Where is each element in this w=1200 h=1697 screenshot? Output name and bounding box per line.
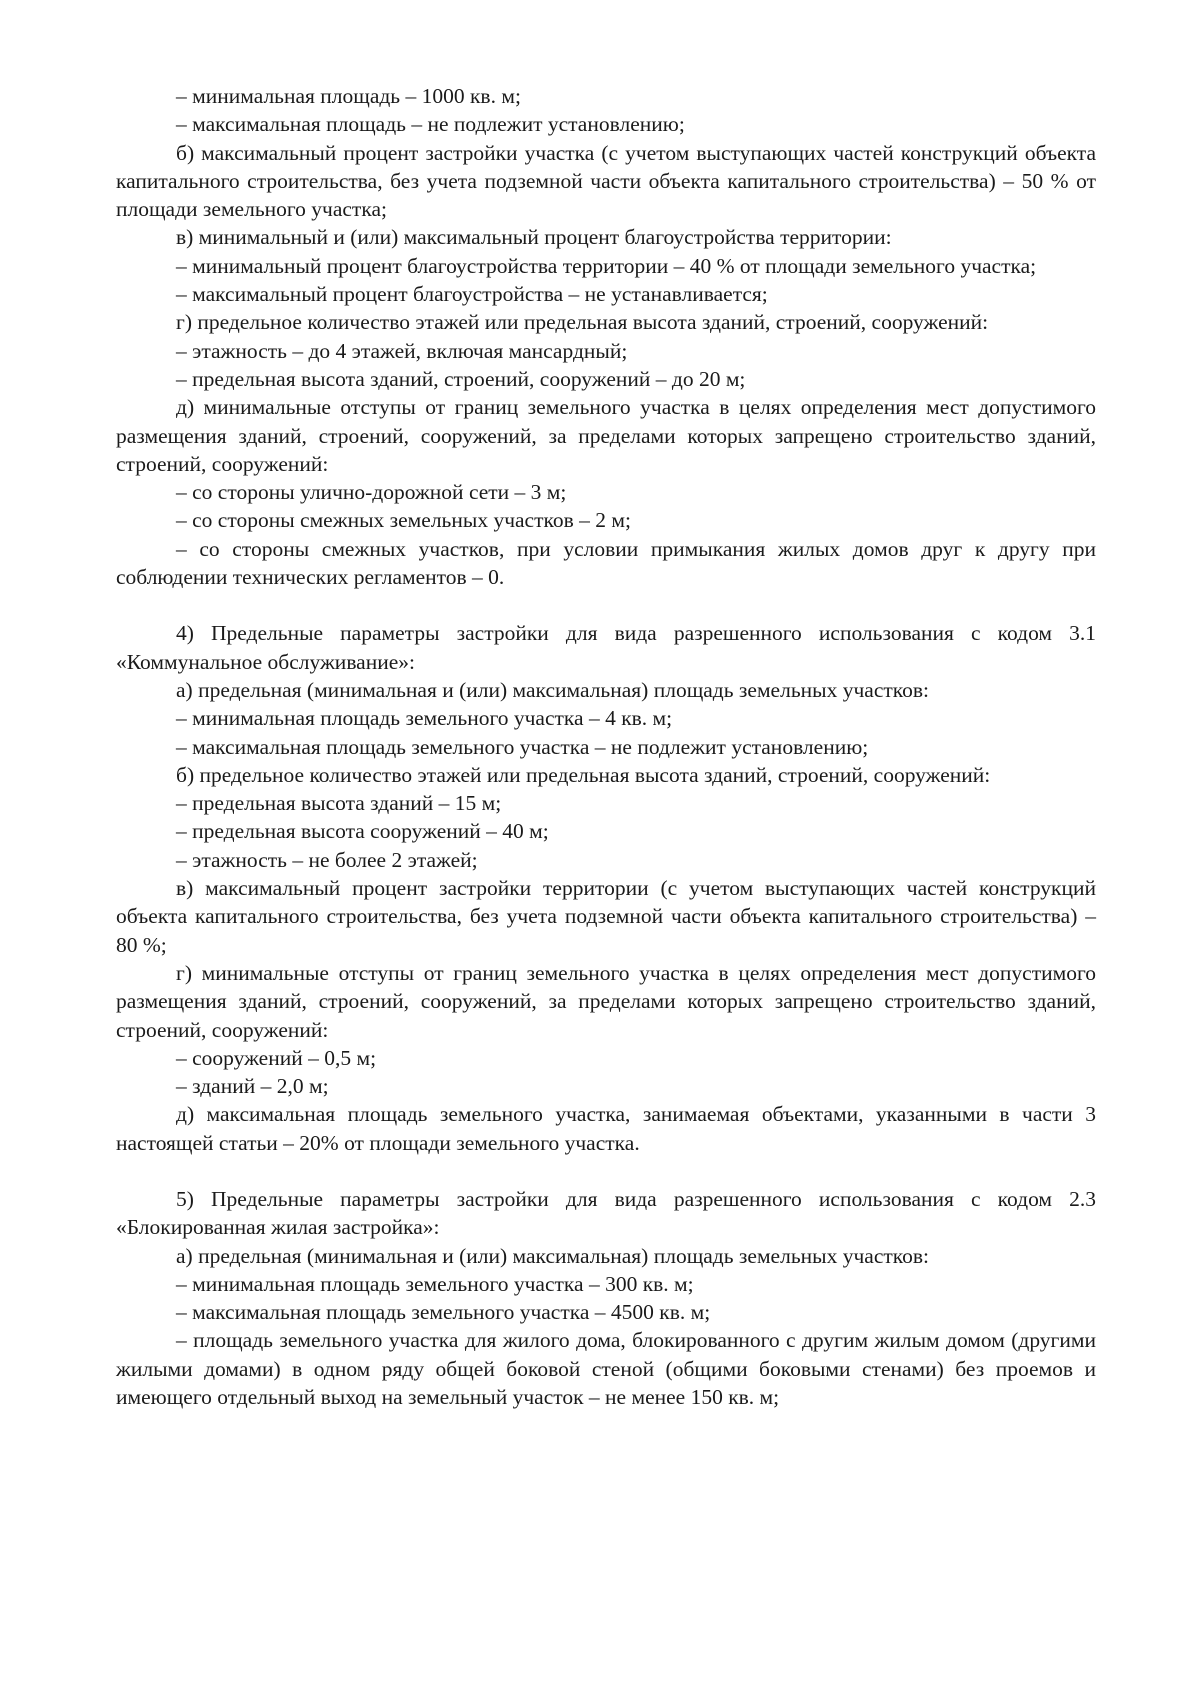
paragraph: – предельная высота сооружений – 40 м; <box>176 819 549 844</box>
paragraph: в) минимальный и (или) максимальный процент благоустройства территории: <box>176 225 892 250</box>
paragraph: – максимальная площадь земельного участка – не подлежит установлению; <box>176 734 869 759</box>
paragraph: – предельная высота зданий, строений, сооружений – до 20 м; <box>176 366 746 391</box>
paragraph: – площадь земельного участка для жилого дома, блокированного с другим жилым домом (другими жилыми домами) в одном ряду общей боковой стеной (общими боковыми стенами) без проемов и имеющего отдельный выход на земельный участок – не менее 150 кв. м; <box>116 1328 1096 1410</box>
paragraph: д) минимальные отступы от границ земельного участка в целях определения мест допустимого размещения зданий, строений, сооружений, за пределами которых запрещено строительство зданий, строений, сооружений: <box>116 395 1096 476</box>
document-page <box>116 82 1096 1411</box>
paragraph: – сооружений – 0,5 м; <box>176 1045 377 1070</box>
paragraph: – минимальная площадь земельного участка – 4 кв. м; <box>176 706 673 731</box>
paragraph: г) минимальные отступы от границ земельного участка в целях определения мест допустимого размещения зданий, строений, сооружений, за пределами которых запрещено строительство зданий, строений, сооружений: <box>116 960 1096 1042</box>
paragraph: а) предельная (минимальная и (или) максимальная) площадь земельных участков: <box>176 677 929 702</box>
paragraph: – минимальная площадь земельного участка – 300 кв. м; <box>176 1271 694 1296</box>
paragraph: – этажность – не более 2 этажей; <box>176 847 478 872</box>
paragraph: – максимальная площадь – не подлежит установлению; <box>176 112 685 137</box>
paragraph: д) максимальная площадь земельного участка, занимаемая объектами, указанными в части 3 настоящей статьи – 20% от площади земельного участка. <box>116 1102 1096 1155</box>
paragraph: б) максимальный процент застройки участка (с учетом выступающих частей конструкций объекта капитального строительства, без учета подземной части объекта капитального строительства) – 50 % от площади земельного участка; <box>116 140 1096 222</box>
paragraph: – со стороны улично-дорожной сети – 3 м; <box>176 480 567 505</box>
paragraph: – со стороны смежных земельных участков – 2 м; <box>176 508 631 533</box>
paragraph: в) максимальный процент застройки территории (с учетом выступающих частей конструкций объекта капитального строительства, без учета подземной части объекта капитального строительства) – 80 %; <box>116 876 1096 957</box>
section-heading-5: 5) Предельные параметры застройки для вида разрешенного использования с кодом 2.3 «Блокированная жилая застройка»: <box>116 1186 1096 1240</box>
paragraph: – максимальная площадь земельного участка – 4500 кв. м; <box>176 1300 711 1325</box>
paragraph: – со стороны смежных участков, при условии примыкания жилых домов друг к другу при соблюдении технических регламентов – 0. <box>116 536 1096 590</box>
paragraph: б) предельное количество этажей или предельная высота зданий, строений, сооружений: <box>176 762 991 787</box>
paragraph: – максимальный процент благоустройства – не устанавливается; <box>176 282 768 307</box>
section-heading-4: 4) Предельные параметры застройки для вида разрешенного использования с кодом 3.1 «Коммунальное обслуживание»: <box>116 621 1096 674</box>
paragraph: а) предельная (минимальная и (или) максимальная) площадь земельных участков: <box>176 1243 929 1268</box>
paragraph: г) предельное количество этажей или предельная высота зданий, строений, сооружений: <box>176 310 989 335</box>
paragraph: – этажность – до 4 этажей, включая мансардный; <box>176 338 628 363</box>
paragraph: – минимальный процент благоустройства территории – 40 % от площади земельного участка; <box>176 253 1037 278</box>
paragraph: – минимальная площадь – 1000 кв. м; <box>176 84 521 108</box>
paragraph: – предельная высота зданий – 15 м; <box>176 791 502 816</box>
paragraph: – зданий – 2,0 м; <box>176 1074 329 1099</box>
